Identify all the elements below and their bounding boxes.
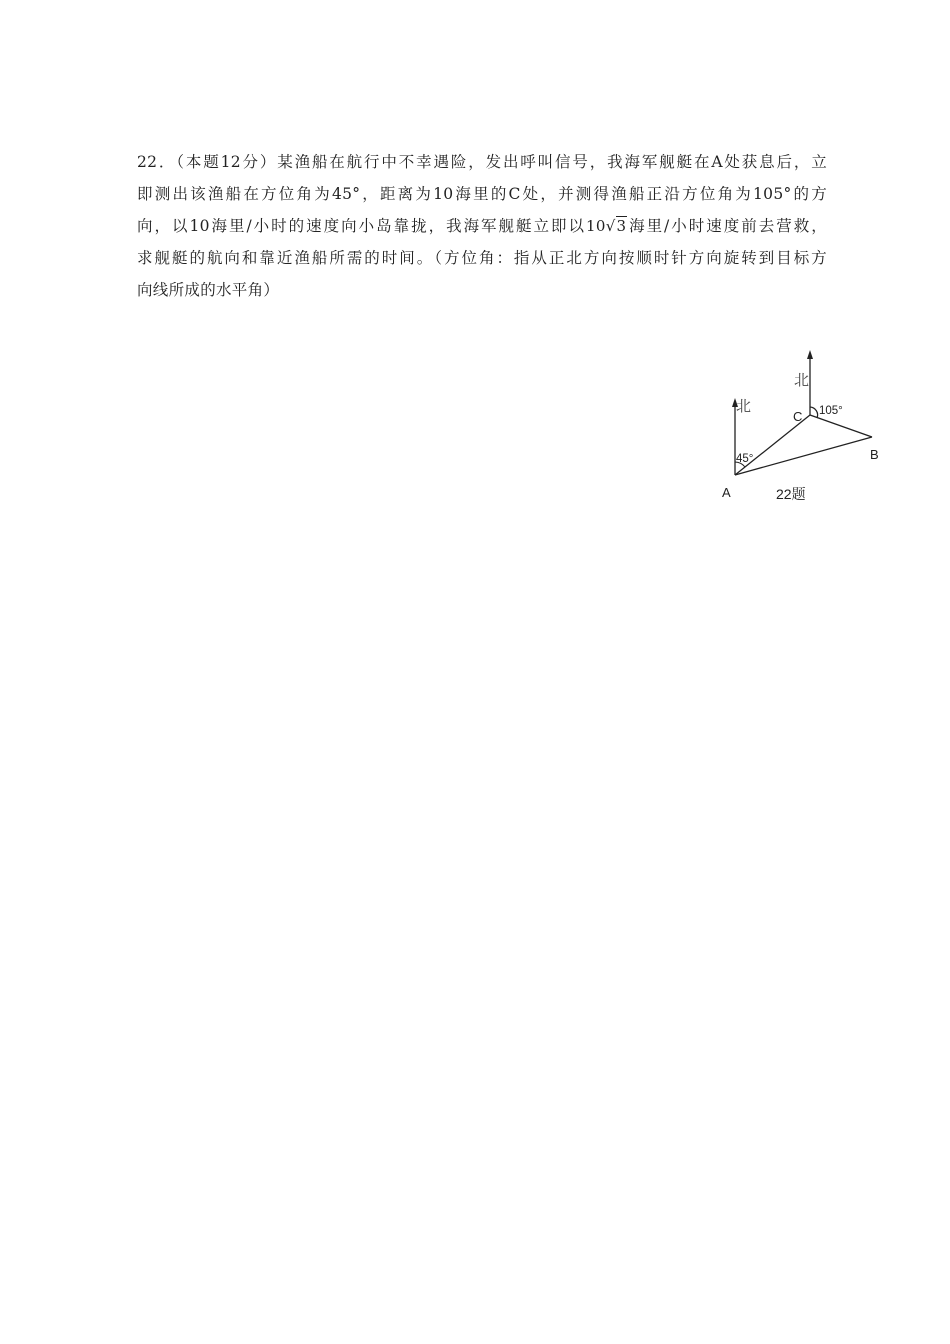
- side-ab: [735, 437, 872, 475]
- angle-label-c: 105°: [819, 405, 843, 417]
- question-line-1: 22．（本题12分）某渔船在航行中不幸遇险，发出呼叫信号，我海军舰艇在A处获息后，立: [137, 153, 827, 171]
- point-label-b: B: [870, 447, 879, 462]
- question-line-5: 向线所成的水平角）: [137, 281, 280, 299]
- question-line-4: 求舰艇的航向和靠近渔船所需的时间。（方位角：指从正北方向按顺时针方向旋转到目标方: [137, 249, 827, 267]
- question-line-3-start: 向，以10海里/小时的速度向小岛靠拢，我海军舰艇立即以: [137, 217, 586, 235]
- question-line-3-end: 海里/小时速度前去营救，: [627, 217, 827, 235]
- north-arrow-c: [807, 350, 813, 359]
- bearing-diagram: [700, 340, 900, 520]
- side-ac: [735, 415, 810, 475]
- question-line-2: 即测出该渔船在方位角为45°，距离为10海里的C处，并测得渔船正沿方位角为105°的方: [137, 185, 827, 203]
- point-label-c: C: [793, 409, 803, 424]
- north-label-a: 北: [736, 397, 752, 415]
- question-line-3: [137, 210, 827, 242]
- sqrt-radicand: 3: [616, 217, 627, 235]
- north-label-c: 北: [794, 371, 810, 389]
- angle-label-a: 45°: [736, 453, 754, 465]
- figure-caption: 22题: [776, 486, 806, 502]
- sqrt-expression: 10√3: [586, 217, 627, 235]
- point-label-a: A: [722, 485, 731, 500]
- sqrt-coefficient: 10: [586, 217, 606, 235]
- side-cb: [810, 415, 872, 437]
- question-22: [137, 146, 827, 306]
